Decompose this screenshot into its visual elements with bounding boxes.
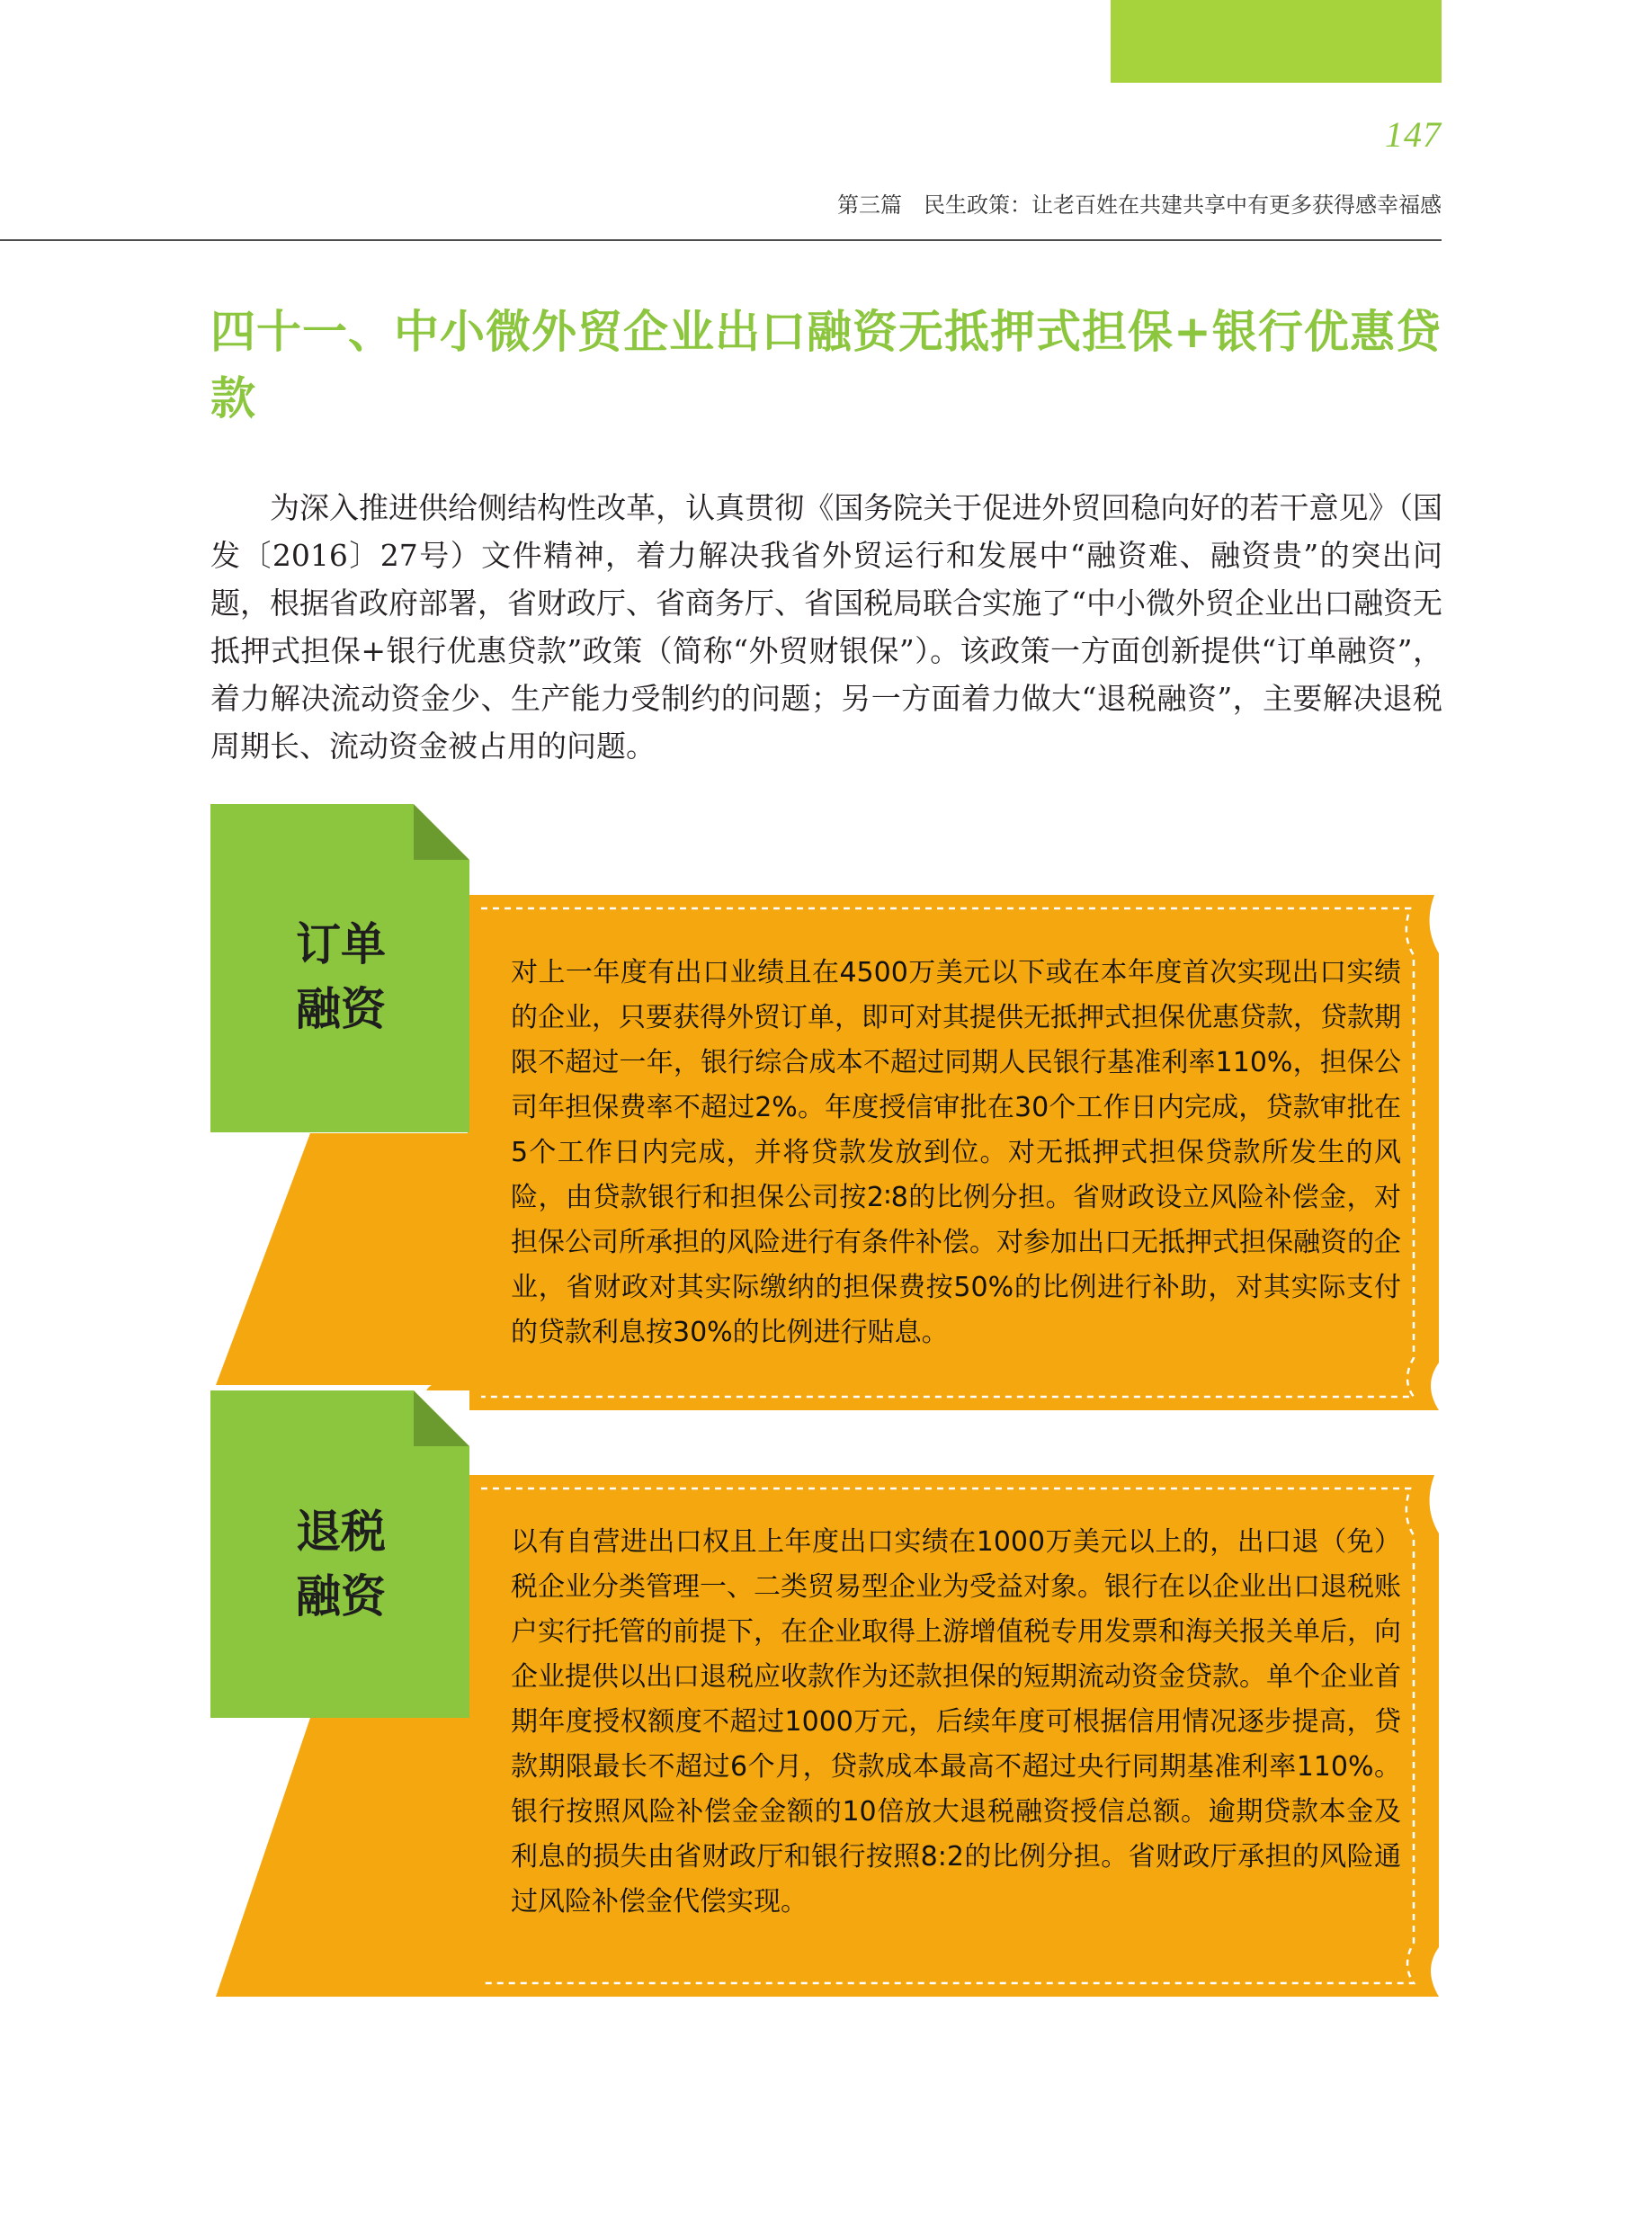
card-body-tax-refund-financing: 以有自营进出口权且上年度出口实绩在1000万美元以上的，出口退（免）税企业分类管理一、二类贸易型企业为受益对象。银行在以企业出口退税账户实行托管的前提下，在企业取得上游增值税专用发票和海关报关单后，向企业提供以出口退税应收款作为还款担保的短期流动资金贷款。单个企业首期年度授权额度不超过1000万元，后续年度可根据信用情况逐步提高，贷款期限最长不超过6个月，贷款成本最高不超过央行同期基准利率110%。银行按照风险补偿金金额的10倍放大退税融资授信总额。逾期贷款本金及利息的损失由省财政厅和银行按照8:2的比例分担。省财政厅承担的风险通过风险补偿金代偿实现。 — [511, 1526, 1401, 1918]
card-label-line: 退税 — [296, 1505, 386, 1558]
card-label-tax-refund-financing — [210, 1499, 471, 1629]
card-label-line: 融资 — [296, 982, 386, 1035]
page-number: 147 — [1385, 114, 1442, 155]
intro-paragraph: 为深入推进供给侧结构性改革，认真贯彻《国务院关于促进外贸回稳向好的若干意见》（国发〔2016〕27号）文件精神，着力解决我省外贸运行和发展中“融资难、融资贵”的突出问题，根据省政府部署，省财政厅、省商务厅、省国税局联合实施了“中小微外贸企业出口融资无抵押式担保+银行优惠贷款”政策（简称“外贸财银保”）。该政策一方面创新提供“订单融资”，着力解决流动资金少、生产能力受制约的问题；另一方面着力做大“退税融资”，主要解决退税周期长、流动资金被占用的问题。 — [210, 490, 1442, 764]
card-label-line: 融资 — [296, 1569, 386, 1623]
card-label-order-financing — [210, 912, 471, 1041]
card-label-line: 订单 — [296, 917, 386, 970]
running-header: 第三篇 民生政策：让老百姓在共建共享中有更多获得感幸福感 — [837, 192, 1442, 218]
card-body-order-financing: 对上一年度有出口业绩且在4500万美元以下或在本年度首次实现出口实绩的企业，只要获得外贸订单，即可对其提供无抵押式担保优惠贷款，贷款期限不超过一年，银行综合成本不超过同期人民银行基准利率110%，担保公司年担保费率不超过2%。年度授信审批在30个工作日内完成，贷款审批在5个工作日内完成，并将贷款发放到位。对无抵押式担保贷款所发生的风险，由贷款银行和担保公司按2∶8的比例分担。省财政设立风险补偿金，对担保公司所承担的风险进行有条件补偿。对参加出口无抵押式担保融资的企业，省财政对其实际缴纳的担保费按50%的比例进行补助，对其实际支付的贷款利息按30%的比例进行贴息。 — [511, 957, 1401, 1348]
section-title: 四十一、中小微外贸企业出口融资无抵押式担保+银行优惠贷款 — [210, 306, 1442, 425]
